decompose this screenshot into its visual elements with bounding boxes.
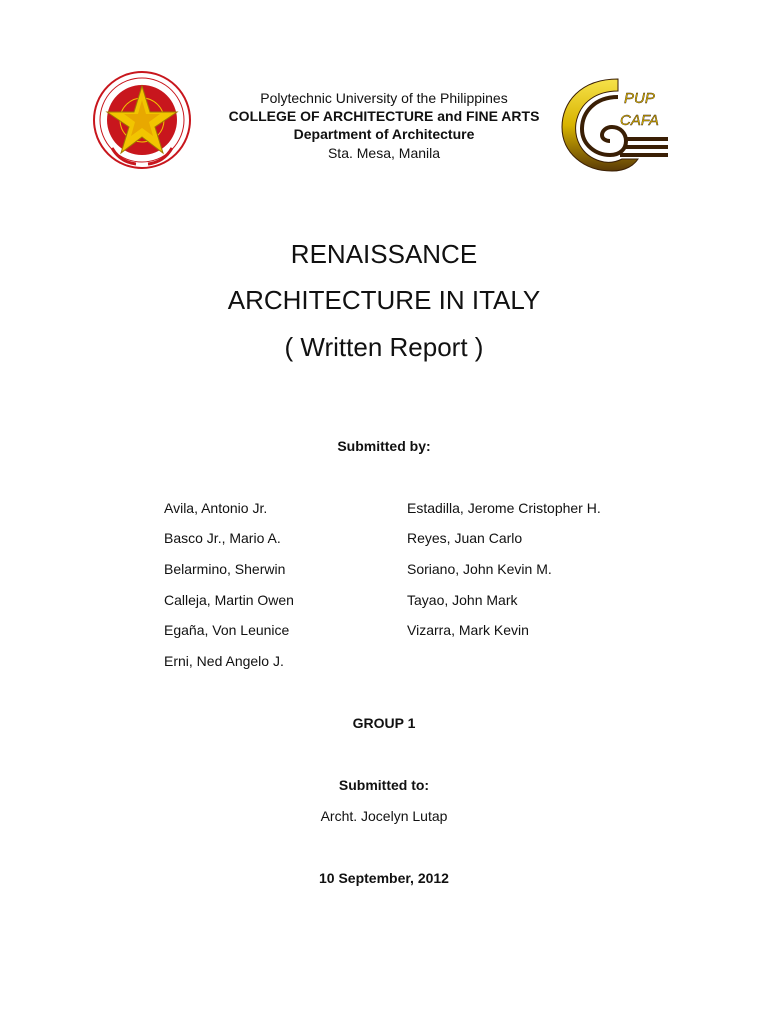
member-name: Estadilla, Jerome Cristopher H. bbox=[407, 500, 601, 516]
member-name: Reyes, Juan Carlo bbox=[407, 530, 523, 546]
member-name: Tayao, John Mark bbox=[407, 592, 518, 608]
member-name: Avila, Antonio Jr. bbox=[164, 500, 268, 516]
group-label: GROUP 1 bbox=[352, 715, 416, 731]
pup-cafa-logo bbox=[560, 75, 675, 175]
title-line-1: RENAISSANCE bbox=[290, 239, 478, 269]
member-name: Vizarra, Mark Kevin bbox=[407, 622, 529, 638]
member-name: Calleja, Martin Owen bbox=[164, 592, 294, 608]
member-name: Belarmino, Sherwin bbox=[164, 561, 286, 577]
department-name: Department of Architecture bbox=[293, 126, 475, 142]
logo-text-pup: PUP bbox=[624, 90, 655, 107]
submission-date: 10 September, 2012 bbox=[319, 870, 449, 886]
logo-text-cafa: CAFA bbox=[620, 112, 659, 129]
college-name: COLLEGE OF ARCHITECTURE and FINE ARTS bbox=[228, 108, 540, 124]
title-line-2: ARCHITECTURE IN ITALY bbox=[227, 285, 541, 315]
member-name: Basco Jr., Mario A. bbox=[164, 530, 281, 546]
member-name: Egaña, Von Leunice bbox=[164, 622, 290, 638]
title-line-3: ( Written Report ) bbox=[284, 332, 484, 362]
submitted-to-label: Submitted to: bbox=[338, 777, 430, 793]
university-name: Polytechnic University of the Philippines bbox=[260, 90, 508, 106]
member-name: Erni, Ned Angelo J. bbox=[164, 653, 284, 669]
submitted-by-label: Submitted by: bbox=[337, 438, 431, 454]
submitted-to-name: Archt. Jocelyn Lutap bbox=[320, 808, 448, 824]
member-name: Soriano, John Kevin M. bbox=[407, 561, 552, 577]
campus-location: Sta. Mesa, Manila bbox=[327, 145, 441, 161]
